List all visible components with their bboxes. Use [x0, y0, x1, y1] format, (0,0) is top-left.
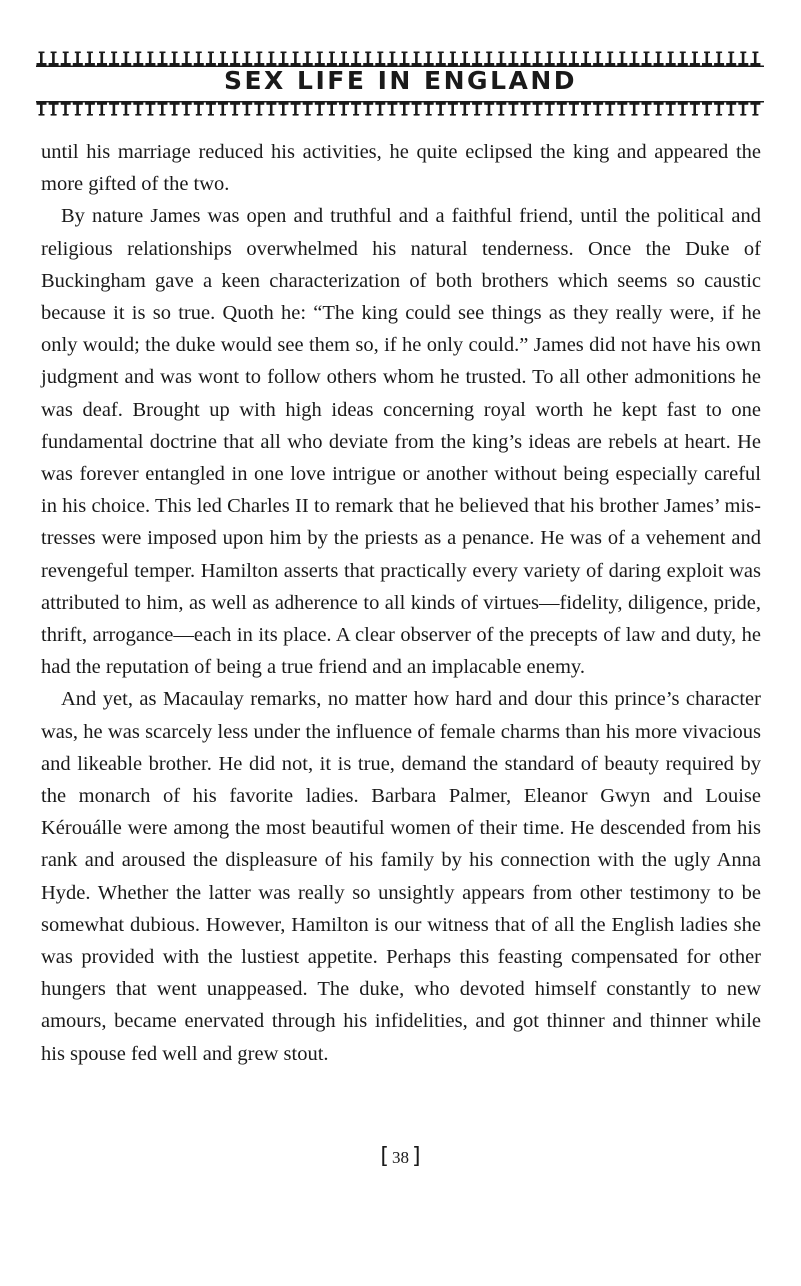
folio-close-bracket: ] [412, 1144, 421, 1169]
ornament-glyph [375, 102, 385, 116]
ornament-glyph [472, 102, 482, 116]
ornament-glyph [303, 102, 313, 116]
ornament-glyph [315, 102, 325, 116]
ornament-glyph [714, 102, 724, 116]
ornament-glyph [521, 102, 531, 116]
ornament-glyph [678, 102, 688, 116]
ornament-glyph [400, 102, 410, 116]
ornament-glyph [291, 102, 301, 116]
ornament-glyph [533, 102, 543, 116]
paragraph-3: And yet, as Macaulay remarks, no matter how hard and dour this prince’s character was, he was scarcely less under the influence of female charms than his more vivacious and likeable brother. He did not, it is true, demand the standard of beauty required by the monarch of his favorite ladies. Barbara Palmer, Eleanor Gwyn and Louise Kérouálle were among the most beautiful women of their time. He descended from his rank and aroused the displeasure of his family by his connection with the ugly Anna Hyde. Whether the latter was really so unsightly appears from other testimony to be somewhat dubious. However, Hamilton is our witness that of all the English ladies she was provided with the lustiest appetite. Perhaps this feasting compensated for other hungers that went unappeased. The duke, who devoted himself constantly to new amours, became enervated through his infidelities, and got thinner and thinner while his spouse fed well and grew stout. [41, 688, 761, 1065]
ornament-glyph [412, 102, 422, 116]
ornament-glyph [254, 102, 264, 116]
body-text [41, 136, 761, 1070]
ornament-glyph [266, 102, 276, 116]
ornament-glyph [436, 102, 446, 116]
ornament-glyph [49, 102, 59, 116]
ornament-glyph [327, 102, 337, 116]
ornament-glyph [145, 102, 155, 116]
ornament-glyph [133, 102, 143, 116]
ornament-glyph [170, 102, 180, 116]
ornament-rule [36, 101, 764, 103]
ornament-glyph [690, 102, 700, 116]
ornament-glyph [605, 102, 615, 116]
ornament-glyph [593, 102, 603, 116]
ornament-glyph [97, 102, 107, 116]
ornament-glyph [194, 102, 204, 116]
ornament-glyph [279, 102, 289, 116]
ornament-glyph [617, 102, 627, 116]
ornament-glyph [484, 102, 494, 116]
ornament-glyph [73, 102, 83, 116]
ornament-glyph [569, 102, 579, 116]
ornament-glyph [85, 102, 95, 116]
ornament-glyph [61, 102, 71, 116]
ornament-glyph [158, 102, 168, 116]
ornament-glyph [339, 102, 349, 116]
ornament-glyph [448, 102, 458, 116]
ornament-glyph [230, 102, 240, 116]
ornament-glyph [629, 102, 639, 116]
ornament-glyph [351, 102, 361, 116]
ornament-glyph [242, 102, 252, 116]
ornament-glyph [37, 102, 47, 116]
ornament-glyph [182, 102, 192, 116]
ornament-glyph [206, 102, 216, 116]
folio-number: 38 [392, 1148, 409, 1167]
ornament-glyph [581, 102, 591, 116]
running-header-title: SEX LIFE IN ENGLAND [223, 66, 578, 95]
ornament-glyph [750, 102, 760, 116]
ornament-glyph [557, 102, 567, 116]
folio-open-bracket: [ [380, 1144, 389, 1169]
ornament-glyph [109, 102, 119, 116]
ornament-glyph [666, 102, 676, 116]
paragraph-1: until his marriage reduced his activities, he quite eclipsed the king and appeared the more gifted of the two. [41, 141, 761, 196]
ornament-glyph [508, 102, 518, 116]
ornament-glyph [363, 102, 373, 116]
ornament-glyph [654, 102, 664, 116]
ornament-glyph [702, 102, 712, 116]
ornament-glyph [545, 102, 555, 116]
paragraph-2: By nature James was open and truthful and a faithful friend, until the political and religious relationships overwhelmed his natural tenderness. Once the Duke of Buckingham gave a keen characterization of both brothers which seems so caustic because it is so true. Quoth he: “The king could see things as they really were, if he only would; the duke would see them so, if he only could.” James did not have his own judgment and was wont to follow others whom he trusted. To all other admonitions he was deaf. Brought up with high ideas concerning royal worth he kept fast to one fundamental doctrine that all who deviate from the king’s ideas are rebels at heart. He was forever entangled in one love intrigue or another without being especially careful in his choice. This led Charles II to remark that he believed that his brother James’ mistresses were imposed upon him by the priests as a penance. He was of a vehement and revengeful temper. Hamilton asserts that practically every variety of daring exploit was attributed to him, as well as adherence to all kinds of virtues—fidelity, diligence, pride, thrift, arrogance—each in its place. A clear observer of the precepts of law and duty, he had the reputation of being a true friend and an implacable enemy. [41, 205, 761, 679]
ornament-glyph [387, 102, 397, 116]
ornament-glyph [460, 102, 470, 116]
ornament-glyph [424, 102, 434, 116]
header-ornament-bottom [36, 100, 764, 118]
ornament-glyph [218, 102, 228, 116]
ornament-glyph [496, 102, 506, 116]
ornament-glyph [726, 102, 736, 116]
page-number [0, 1140, 801, 1174]
ornament-glyph [642, 102, 652, 116]
ornament-glyph [738, 102, 748, 116]
ornament-glyph [121, 102, 131, 116]
